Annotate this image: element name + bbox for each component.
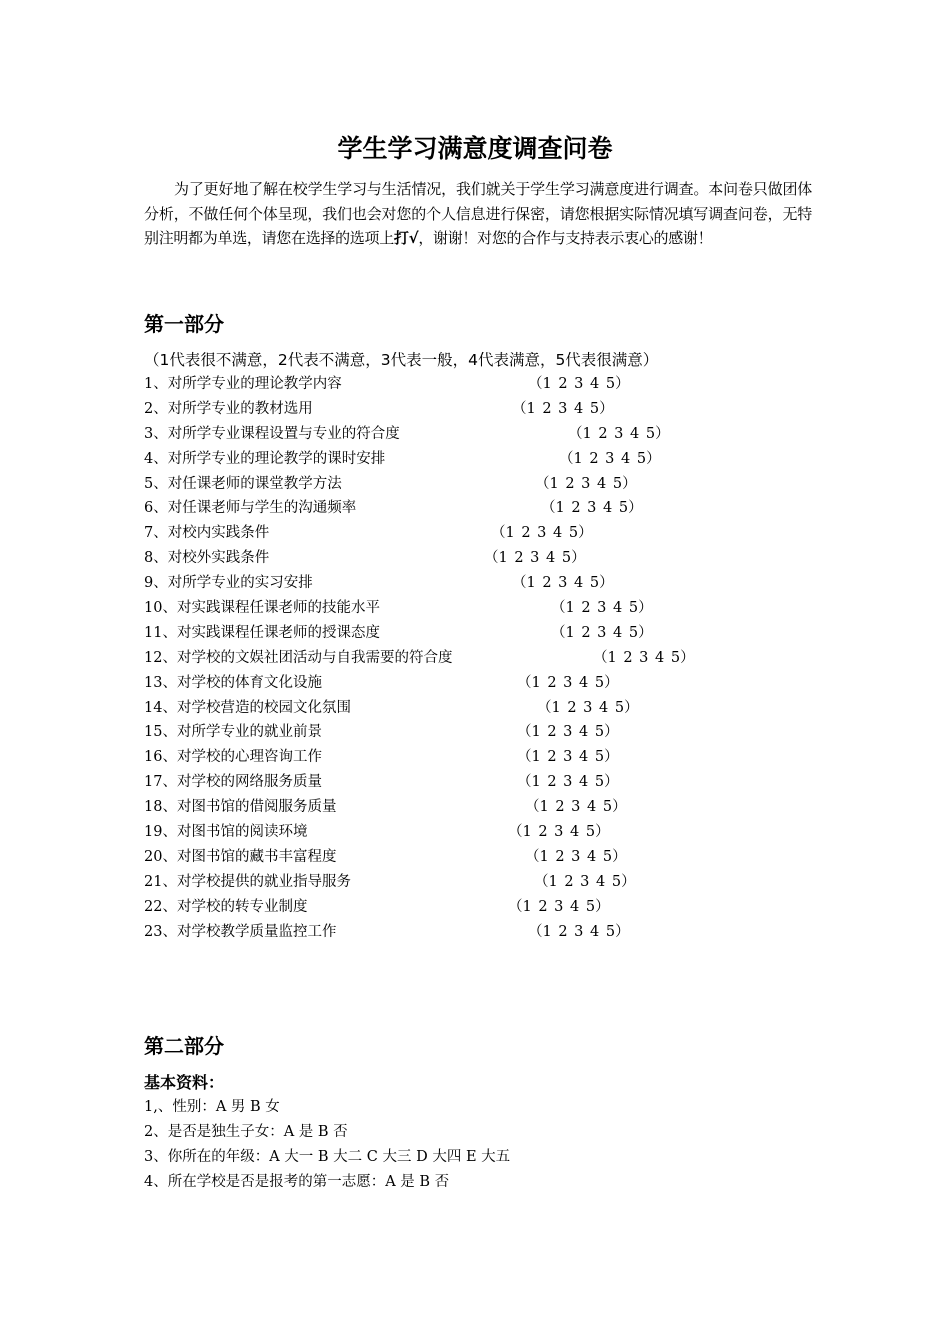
rating-scale[interactable]: （1 2 3 4 5）	[512, 575, 614, 592]
question-text: 10、对实践课程任课老师的技能水平	[144, 600, 380, 617]
rating-scale[interactable]: （1 2 3 4 5）	[484, 550, 586, 567]
question-text: 5、对任课老师的课堂教学方法	[144, 475, 342, 492]
part1-heading: 第一部分	[144, 312, 224, 336]
rating-scale[interactable]: （1 2 3 4 5）	[541, 500, 643, 517]
question-row	[0, 870, 950, 895]
question-text: 13、对学校的体育文化设施	[144, 674, 322, 691]
basic-info-item: 3、你所在的年级：A 大一 B 大二 C 大三 D 大四 E 大五	[144, 1149, 511, 1165]
question-text: 23、对学校教学质量监控工作	[144, 923, 337, 940]
rating-scale[interactable]: （1 2 3 4 5）	[535, 475, 637, 492]
rating-scale[interactable]: （1 2 3 4 5）	[508, 898, 610, 915]
rating-scale[interactable]: （1 2 3 4 5）	[537, 699, 639, 716]
rating-scale[interactable]: （1 2 3 4 5）	[491, 525, 593, 542]
rating-scale[interactable]: （1 2 3 4 5）	[551, 624, 653, 641]
question-text: 21、对学校提供的就业指导服务	[144, 873, 351, 890]
rating-scale[interactable]: （1 2 3 4 5）	[517, 774, 619, 791]
question-row	[0, 571, 950, 596]
rating-scale[interactable]: （1 2 3 4 5）	[534, 873, 636, 890]
intro-bold-mark: 打√	[393, 229, 419, 247]
rating-legend: （1代表很不满意，2代表不满意，3代表一般，4代表满意，5代表很满意）	[144, 351, 659, 369]
rating-scale[interactable]: （1 2 3 4 5）	[517, 674, 619, 691]
question-text: 7、对校内实践条件	[144, 525, 270, 542]
question-row	[0, 895, 950, 920]
question-row	[0, 596, 950, 621]
rating-scale[interactable]: （1 2 3 4 5）	[508, 824, 610, 841]
basic-info-item: 2、是否是独生子女：A 是 B 否	[144, 1124, 348, 1140]
question-row	[0, 720, 950, 745]
page-title: 学生学习满意度调查问卷	[337, 134, 613, 163]
question-row	[0, 845, 950, 870]
question-row	[0, 646, 950, 671]
question-row	[0, 671, 950, 696]
rating-scale[interactable]: （1 2 3 4 5）	[525, 799, 627, 816]
basic-info-label: 基本资料：	[144, 1073, 225, 1092]
question-list	[0, 372, 950, 944]
question-row	[0, 447, 950, 472]
question-text: 20、对图书馆的藏书丰富程度	[144, 848, 337, 865]
basic-info-list	[144, 1095, 844, 1195]
question-text: 8、对校外实践条件	[144, 550, 270, 567]
question-row	[0, 770, 950, 795]
rating-scale[interactable]: （1 2 3 4 5）	[517, 724, 619, 741]
question-row	[0, 472, 950, 497]
basic-info-item: 1,、性别：A 男 B 女	[144, 1099, 280, 1115]
intro-text-end: ，谢谢！对您的合作与支持表示衷心的感谢！	[418, 229, 713, 247]
question-row	[0, 920, 950, 945]
rating-scale[interactable]: （1 2 3 4 5）	[568, 425, 670, 442]
rating-scale[interactable]: （1 2 3 4 5）	[593, 649, 695, 666]
question-row	[0, 496, 950, 521]
rating-scale[interactable]: （1 2 3 4 5）	[551, 600, 653, 617]
basic-info-item: 4、所在学校是否是报考的第一志愿：A 是 B 否	[144, 1174, 450, 1190]
question-row	[0, 422, 950, 447]
rating-scale[interactable]: （1 2 3 4 5）	[525, 848, 627, 865]
question-text: 12、对学校的文娱社团活动与自我需要的符合度	[144, 649, 453, 666]
question-text: 16、对学校的心理咨询工作	[144, 749, 322, 766]
question-text: 9、对所学专业的实习安排	[144, 575, 313, 592]
question-text: 18、对图书馆的借阅服务质量	[144, 799, 337, 816]
question-row	[0, 397, 950, 422]
question-row	[0, 546, 950, 571]
question-row	[0, 696, 950, 721]
question-row	[0, 521, 950, 546]
question-text: 15、对所学专业的就业前景	[144, 724, 322, 741]
part2-heading: 第二部分	[144, 1034, 224, 1058]
question-text: 19、对图书馆的阅读环境	[144, 824, 308, 841]
question-text: 2、对所学专业的教材选用	[144, 400, 313, 417]
intro-paragraph	[144, 177, 812, 251]
question-text: 6、对任课老师与学生的沟通频率	[144, 500, 357, 517]
rating-scale[interactable]: （1 2 3 4 5）	[517, 749, 619, 766]
question-row	[0, 621, 950, 646]
question-text: 3、对所学专业课程设置与专业的符合度	[144, 425, 400, 442]
rating-scale[interactable]: （1 2 3 4 5）	[528, 923, 630, 940]
intro-text: 为了更好地了解在校学生学习与生活情况，我们就关于学生学习满意度进行调查。本问卷只做团体分析，不做任何个体呈现，我们也会对您的个人信息进行保密，请您根据实际情况填写调查问卷，无特别注明都为单选，请您在选择的选项上	[144, 180, 812, 247]
question-text: 11、对实践课程任课老师的授课态度	[144, 624, 380, 641]
question-text: 1、对所学专业的理论教学内容	[144, 376, 342, 392]
question-row	[0, 745, 950, 770]
rating-scale[interactable]: （1 2 3 4 5）	[559, 450, 661, 467]
question-text: 22、对学校的转专业制度	[144, 898, 308, 915]
question-text: 4、对所学专业的理论教学的课时安排	[144, 450, 386, 467]
question-text: 14、对学校营造的校园文化氛围	[144, 699, 351, 716]
rating-scale[interactable]: （1 2 3 4 5）	[528, 376, 630, 392]
question-row	[0, 795, 950, 820]
question-text: 17、对学校的网络服务质量	[144, 774, 322, 791]
question-row	[0, 372, 950, 397]
question-row	[0, 820, 950, 845]
rating-scale[interactable]: （1 2 3 4 5）	[512, 400, 614, 417]
